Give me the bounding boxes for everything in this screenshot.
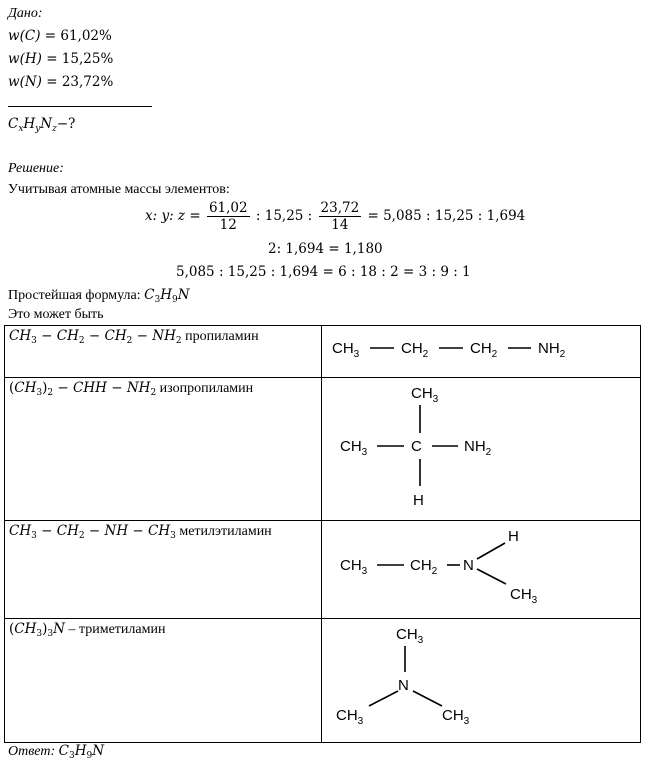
answer-label: Ответ: bbox=[8, 744, 56, 759]
svg-text:C: C bbox=[411, 438, 422, 455]
propylamine-structure bbox=[322, 326, 640, 372]
fraction-nitrogen: $\frac{23,72}{14}$ bbox=[320, 200, 360, 233]
table-row bbox=[5, 521, 641, 619]
svg-text:CH3: $CH_3$ bbox=[336, 707, 364, 727]
svg-text:N: N bbox=[463, 557, 474, 574]
isopropylamine-name: изопропиламин bbox=[159, 381, 254, 396]
given-mass-fraction-h: w(H) = 15,25% bbox=[8, 51, 114, 67]
structure-cell bbox=[322, 326, 641, 378]
trimethylamine-formula: $(CH_3)_3N$ bbox=[9, 621, 65, 639]
svg-text:CH2: $CH_2$ bbox=[401, 340, 429, 360]
svg-text:CH3: $CH_3$ bbox=[332, 340, 360, 360]
given-mass-fraction-c: w(C) = 61,02% bbox=[8, 28, 112, 44]
answer-line bbox=[8, 743, 104, 760]
structure-cell bbox=[322, 521, 641, 619]
svg-text:CH3: $CH_3$ bbox=[411, 385, 439, 405]
atomic-mass-text: Учитывая атомные массы элементов: bbox=[8, 182, 230, 197]
svg-text:NH2: $NH_2$ bbox=[538, 340, 566, 360]
isopropylamine-structure bbox=[322, 378, 640, 515]
given-divider bbox=[8, 106, 152, 107]
proportion-line: 5,085 : 15,25 : 1,694 = 6 : 18 : 2 = 3 : 9 : 1 bbox=[176, 264, 471, 280]
given-label: Дано: bbox=[8, 6, 43, 21]
svg-text:H: H bbox=[508, 528, 519, 545]
table-row bbox=[5, 378, 641, 521]
answer-formula: $C_3H_9N$ bbox=[58, 743, 105, 761]
methylethylamine-name: метилэтиламин bbox=[179, 524, 272, 539]
svg-text:CH3: $CH_3$ bbox=[396, 626, 424, 646]
methylethylamine-structure bbox=[322, 521, 640, 613]
trimethylamine-structure bbox=[322, 619, 640, 737]
svg-text:CH3: $CH_3$ bbox=[340, 438, 368, 458]
svg-text:H: H bbox=[413, 492, 424, 509]
svg-text:CH2: $CH_2$ bbox=[470, 340, 498, 360]
solution-label: Решение: bbox=[8, 161, 64, 176]
division-line: 2: 1,694 = 1,180 bbox=[268, 241, 383, 257]
table-row bbox=[5, 326, 641, 378]
svg-text:NH2: $NH_2$ bbox=[464, 438, 492, 458]
isopropylamine-formula: $(CH_3)_2$ − CHH − $NH_2$ bbox=[9, 380, 157, 398]
simplest-formula-line: Простейшая формула: $C_3H_9N$ bbox=[8, 287, 190, 305]
methylethylamine-formula: $CH_3 - CH_2$ − NH − $CH_3$ bbox=[9, 523, 176, 541]
svg-text:CH3: $CH_3$ bbox=[340, 557, 368, 577]
isomers-table bbox=[4, 325, 641, 743]
simplest-formula: $C_3H_9N$ bbox=[144, 287, 190, 305]
structure-cell bbox=[322, 378, 641, 521]
svg-text:N: N bbox=[398, 677, 409, 694]
formula-cell bbox=[5, 378, 322, 521]
svg-text:CH2: $CH_2$ bbox=[410, 557, 438, 577]
svg-text:CH3: $CH_3$ bbox=[442, 707, 470, 727]
given-mass-fraction-n: w(N) = 23,72% bbox=[8, 74, 114, 90]
propylamine-formula: $CH_3 - CH_2 - CH_2 - NH_2$ bbox=[9, 328, 182, 346]
find-formula: $C_xH_yN_z-$? bbox=[8, 116, 76, 134]
table-row bbox=[5, 619, 641, 743]
ratio-equation: x: y: z = $\frac{61,02}{12}$ : 15,25 : $\frac{23,72}{14}$ = 5,085 : 15,25 : 1,694 bbox=[145, 200, 526, 233]
structure-cell bbox=[322, 619, 641, 743]
propylamine-name: пропиламин bbox=[185, 329, 259, 344]
svg-text:CH3: $CH_3$ bbox=[510, 586, 538, 606]
formula-cell bbox=[5, 326, 322, 378]
maybe-text: Это может быть bbox=[8, 307, 104, 322]
fraction-carbon: $\frac{61,02}{12}$ bbox=[208, 200, 248, 233]
formula-cell bbox=[5, 521, 322, 619]
trimethylamine-name: – триметиламин bbox=[68, 622, 166, 637]
formula-cell bbox=[5, 619, 322, 743]
